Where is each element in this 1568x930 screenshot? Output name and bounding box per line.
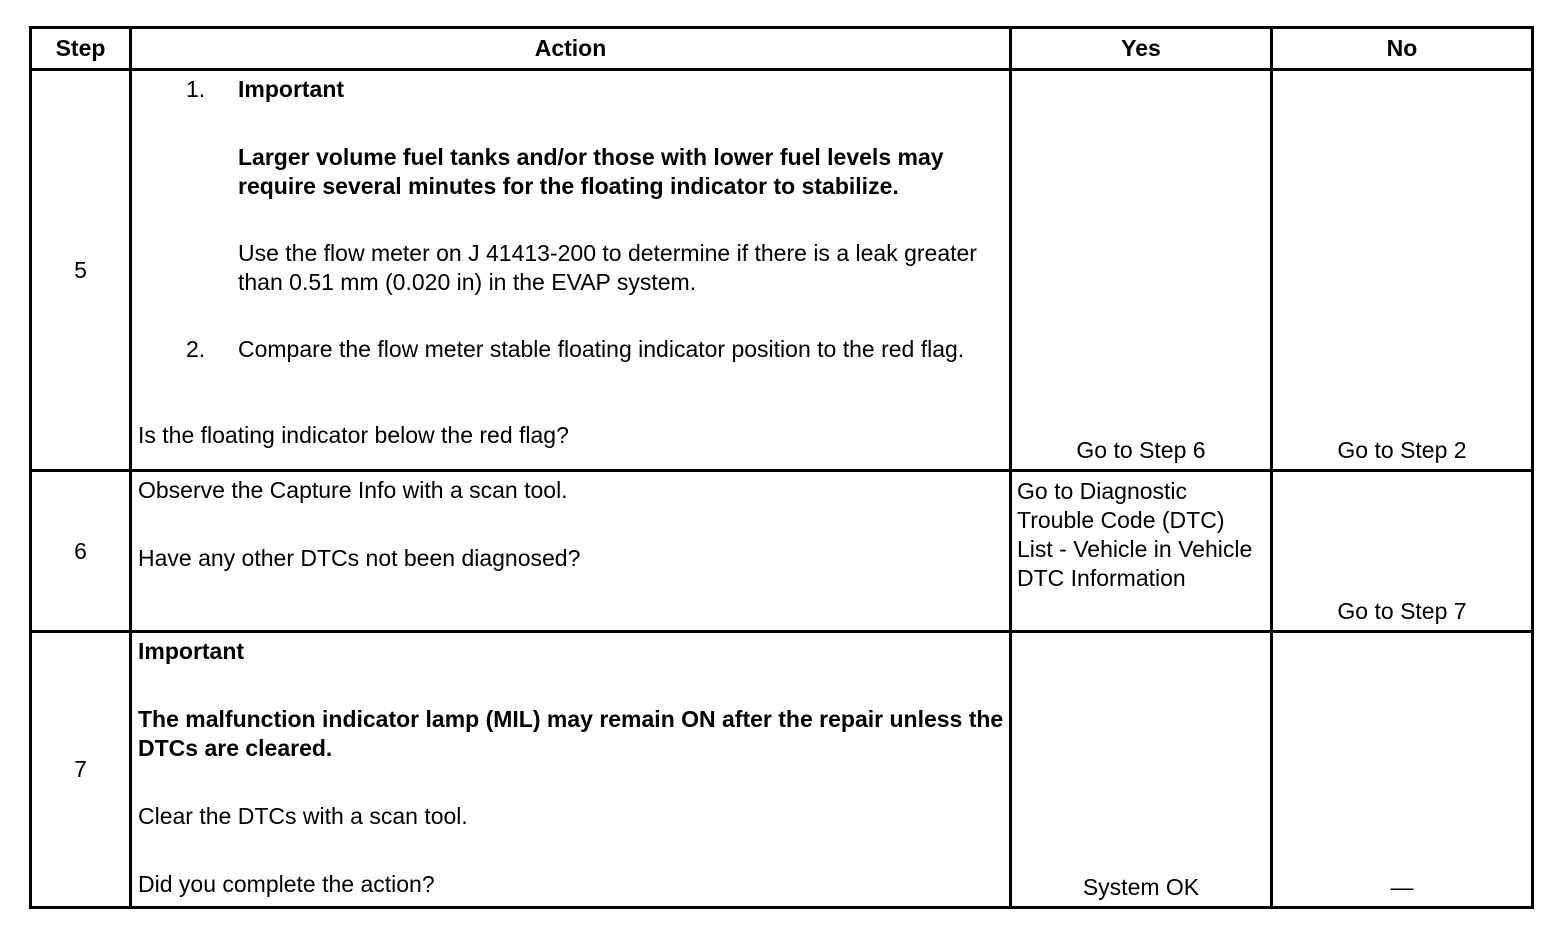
diagnostic-table — [29, 26, 1534, 909]
table-row-step-7 — [31, 632, 1533, 908]
important-text: The malfunction indicator lamp (MIL) may remain ON after the repair unless the DTCs are cleared. — [138, 706, 1004, 761]
no-result: Go to Step 7 — [1337, 598, 1467, 624]
yes-cell — [1011, 70, 1272, 471]
header-step: Step — [31, 28, 131, 70]
important-label: Important — [138, 638, 245, 664]
instruction-text: Use the flow meter on J 41413-200 to determine if there is a leak greater than 0.51 mm (0.020 in) in the EVAP system. — [238, 240, 977, 295]
question-text: Is the floating indicator below the red flag? — [138, 422, 569, 448]
list-item — [138, 335, 1005, 364]
step-number: 5 — [31, 70, 131, 471]
no-result: Go to Step 2 — [1337, 437, 1467, 463]
yes-result: Go to Diagnostic Trouble Code (DTC) List - Vehicle in Vehicle DTC Information — [1017, 478, 1253, 591]
no-cell — [1272, 632, 1533, 908]
instruction-text: Observe the Capture Info with a scan tool. — [138, 477, 568, 503]
action-cell — [131, 632, 1011, 908]
yes-cell — [1011, 471, 1272, 632]
header-yes: Yes — [1011, 28, 1272, 70]
table-row-step-6 — [31, 471, 1533, 632]
no-cell — [1272, 70, 1533, 471]
header-no: No — [1272, 28, 1533, 70]
table-row-step-5 — [31, 70, 1533, 471]
instruction-text: Clear the DTCs with a scan tool. — [138, 803, 468, 829]
header-row — [31, 28, 1533, 70]
important-label: Important — [238, 76, 345, 102]
question-text: Did you complete the action? — [138, 871, 435, 897]
list-item — [138, 75, 1005, 297]
important-text: Larger volume fuel tanks and/or those with lower fuel levels may require several minutes for the floating indicator to stabilize. — [238, 144, 944, 199]
question-text: Have any other DTCs not been diagnosed? — [138, 545, 581, 571]
yes-result: System OK — [1082, 874, 1200, 900]
action-cell — [131, 471, 1011, 632]
action-cell — [131, 70, 1011, 471]
list-item-number: 1. — [186, 76, 206, 102]
instruction-text: Compare the flow meter stable floating indicator position to the red flag. — [238, 336, 965, 362]
header-action: Action — [131, 28, 1011, 70]
step-number: 6 — [31, 471, 131, 632]
step-number: 7 — [31, 632, 131, 908]
no-result: — — [1390, 874, 1414, 900]
yes-cell — [1011, 632, 1272, 908]
no-cell — [1272, 471, 1533, 632]
yes-result: Go to Step 6 — [1076, 437, 1206, 463]
list-item-number: 2. — [186, 336, 206, 362]
